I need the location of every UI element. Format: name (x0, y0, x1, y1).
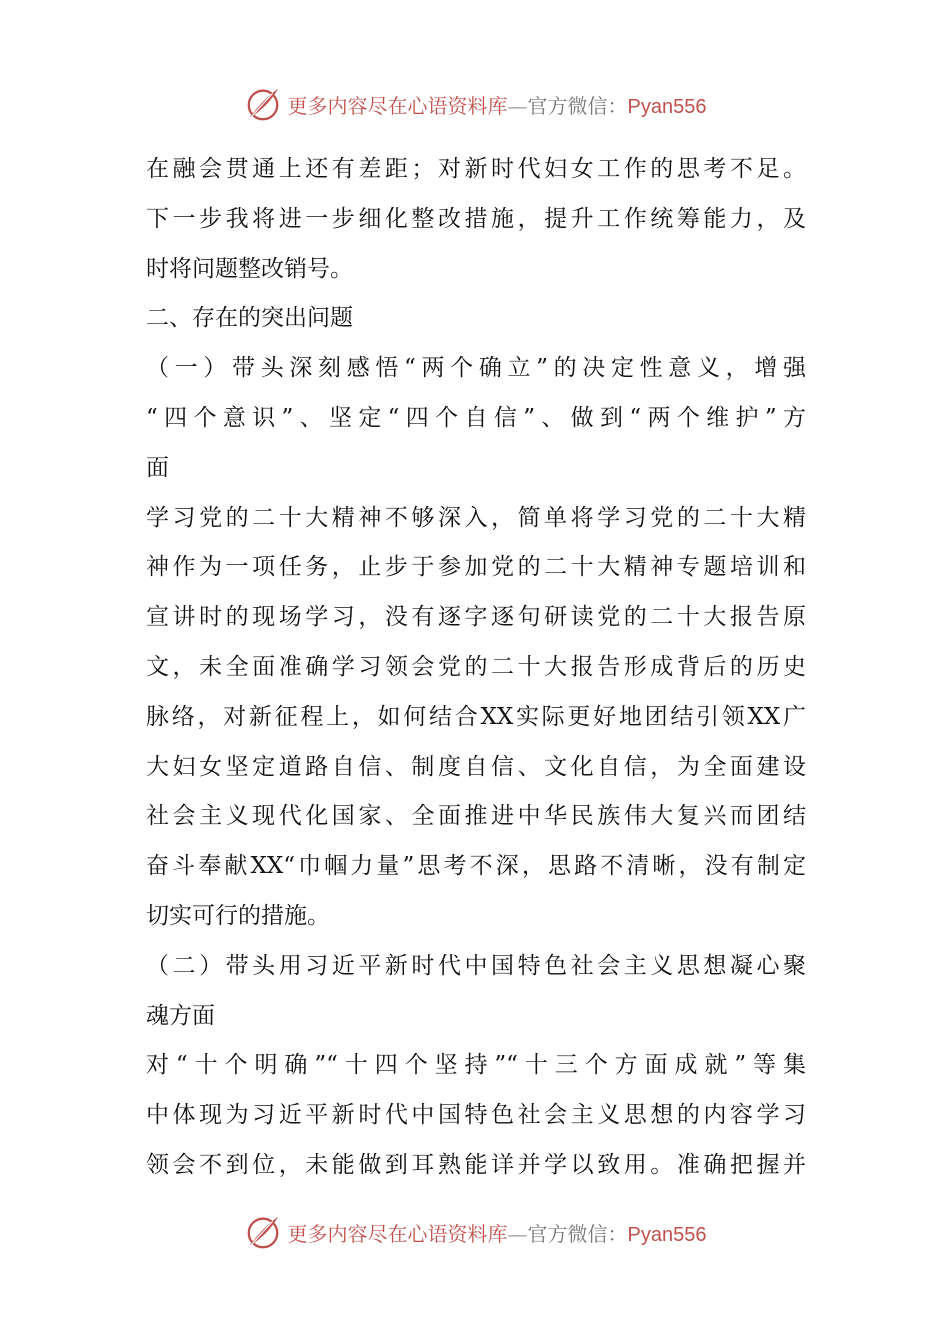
footer-official: 官方微信： (527, 1221, 628, 1246)
body-line: 奋斗奉献XX“巾帼力量”思考不深，思路不清晰，没有制定 (146, 853, 806, 880)
header-banner (0, 82, 950, 126)
subsection-heading: 面 (146, 454, 169, 481)
header-official: 官方微信： (527, 93, 628, 118)
body-line: 社会主义现代化国家、全面推进中华民族伟大复兴而团结 (146, 803, 806, 830)
document-body (146, 145, 806, 1191)
subsection-heading: （二）带头用习近平新时代中国特色社会主义思想凝心聚 (146, 952, 806, 979)
quill-logo-icon (244, 85, 282, 123)
body-line: 下一步我将进一步细化整改措施，提升工作统筹能力，及 (146, 205, 806, 232)
body-line: 切实可行的措施。 (146, 902, 330, 929)
body-line: 在融会贯通上还有差距；对新时代妇女工作的思考不足。 (146, 156, 806, 182)
body-line: 对“十个明确”“十四个坚持”“十三个方面成就”等集 (146, 1052, 806, 1079)
subsection-heading: 魂方面 (146, 1002, 215, 1029)
footer-dash: — (507, 1221, 528, 1246)
footer-banner (0, 1210, 950, 1254)
header-brand: 更多内容尽在心语资料库 (287, 93, 508, 118)
body-line: 时将问题整改销号。 (146, 255, 353, 282)
footer-text (288, 1218, 707, 1247)
body-line: 大妇女坚定道路自信、制度自信、文化自信，为全面建设 (146, 753, 806, 780)
header-wechat-id: Pyan556 (627, 95, 707, 118)
body-line: 文，未全面准确学习领会党的二十大报告形成背后的历史 (146, 653, 806, 680)
body-line: 神作为一项任务，止步于参加党的二十大精神专题培训和 (146, 554, 806, 581)
footer-brand: 更多内容尽在心语资料库 (287, 1221, 508, 1246)
footer-wechat-id: Pyan556 (627, 1223, 707, 1246)
body-line: 脉络，对新征程上，如何结合XX实际更好地团结引领XX广 (146, 703, 806, 730)
body-line: 领会不到位，未能做到耳熟能详并学以致用。准确把握并 (146, 1151, 806, 1178)
header-text (288, 90, 707, 119)
quill-logo-icon (244, 1213, 282, 1251)
body-line: 宣讲时的现场学习，没有逐字逐句研读党的二十大报告原 (146, 604, 806, 631)
body-line: 中体现为习近平新时代中国特色社会主义思想的内容学习 (146, 1102, 806, 1129)
subsection-heading: （一）带头深刻感悟“两个确立”的决定性意义，增强 (146, 355, 806, 382)
subsection-heading: “四个意识”、坚定“四个自信”、做到“两个维护”方 (146, 404, 806, 431)
header-dash: — (507, 93, 528, 118)
section-heading: 二、存在的突出问题 (146, 305, 353, 332)
body-line: 学习党的二十大精神不够深入，简单将学习党的二十大精 (146, 504, 806, 531)
